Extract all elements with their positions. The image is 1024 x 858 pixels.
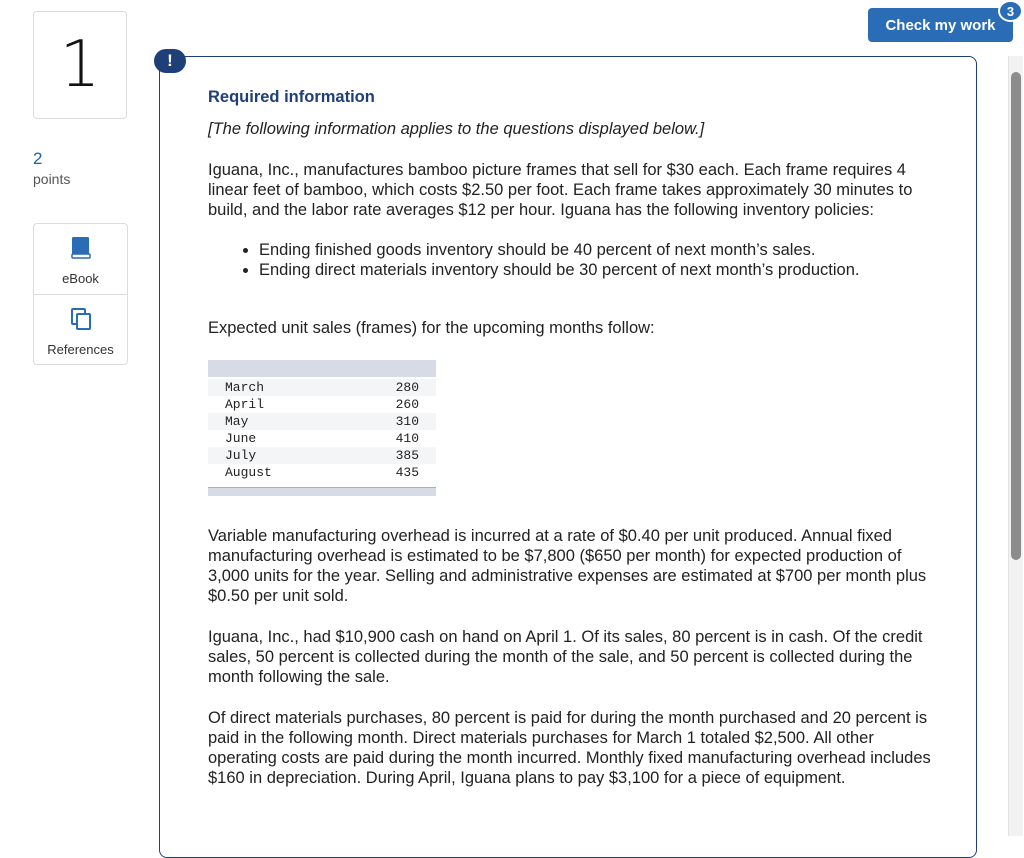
intro-paragraph: Iguana, Inc., manufactures bamboo picture frames that sell for $30 each. Each frame requires 4 linear feet of bamboo, which costs $2.50 per foot. Each frame takes approximately 30 minutes to build, and the labor rate averages $12 per hour. Iguana has the following inventory policies: — [208, 161, 913, 219]
cash-paragraph: Iguana, Inc., had $10,900 cash on hand on April 1. Of its sales, 80 percent is in cash. Of the credit sales, 50 percent is collected during the month of the sale, and 50 percent is collected during the month following the sale. — [208, 628, 923, 686]
sales-table-header — [208, 360, 436, 377]
units-cell: 385 — [348, 447, 436, 464]
units-cell: 435 — [348, 464, 436, 481]
purchases-paragraph: Of direct materials purchases, 80 percent is paid for during the month purchased and 20 percent is paid in the following month. Direct materials purchases for March 1 totaled $2,500. All other operating costs are paid during the month incurred. Monthly fixed manufacturing overhead includes $160 in depreciation. During April, Iguana plans to pay $3,100 for a piece of equipment. — [208, 709, 931, 787]
expected-sales-intro: Expected unit sales (frames) for the upcoming months follow: — [208, 319, 655, 337]
sales-table — [208, 360, 436, 496]
month-cell: March — [208, 379, 348, 396]
list-item: • Ending direct materials inventory should be 30 percent of next month’s production. — [259, 260, 933, 280]
overhead-paragraph: Variable manufacturing overhead is incurred at a rate of $0.40 per unit produced. Annual fixed manufacturing overhead is estimated to be $7,800 ($650 per month) for expected production of 3,000 units for the year. Selling and administrative expenses are estimated at $700 per month plus $0.50 per unit sold. — [208, 527, 927, 605]
table-row — [208, 447, 436, 464]
alert-icon: ! — [154, 49, 186, 73]
question-content — [208, 87, 933, 788]
month-cell: June — [208, 430, 348, 447]
question-number-card — [33, 11, 127, 119]
inventory-policies-list — [208, 240, 933, 280]
table-row — [208, 430, 436, 447]
points-value: 2 — [33, 149, 43, 168]
ebook-button[interactable] — [34, 224, 127, 294]
month-cell: May — [208, 413, 348, 430]
references-button[interactable] — [34, 294, 127, 364]
month-cell: August — [208, 464, 348, 481]
question-number: 1 — [59, 28, 101, 102]
table-row — [208, 379, 436, 396]
info-note: [The following information applies to the questions displayed below.] — [208, 120, 705, 138]
month-cell: July — [208, 447, 348, 464]
ebook-label: eBook — [62, 271, 99, 286]
sales-table-footer — [208, 487, 436, 496]
units-cell: 260 — [348, 396, 436, 413]
copy-icon — [70, 307, 92, 336]
table-row — [208, 396, 436, 413]
points-label: points — [33, 171, 71, 187]
table-row — [208, 464, 436, 481]
units-cell: 410 — [348, 430, 436, 447]
references-label: References — [47, 342, 114, 357]
list-item: • Ending finished goods inventory should be 40 percent of next month’s sales. — [259, 240, 933, 260]
check-my-work-button[interactable]: Check my work — [868, 8, 1013, 42]
required-info-title: Required information — [208, 88, 375, 106]
scrollbar-thumb[interactable] — [1011, 72, 1021, 560]
month-cell: April — [208, 396, 348, 413]
table-row — [208, 413, 436, 430]
book-icon — [70, 236, 92, 265]
check-count-badge: 3 — [998, 0, 1023, 22]
required-info-panel — [159, 56, 977, 858]
units-cell: 280 — [348, 379, 436, 396]
units-cell: 310 — [348, 413, 436, 430]
tools-panel — [33, 223, 128, 365]
